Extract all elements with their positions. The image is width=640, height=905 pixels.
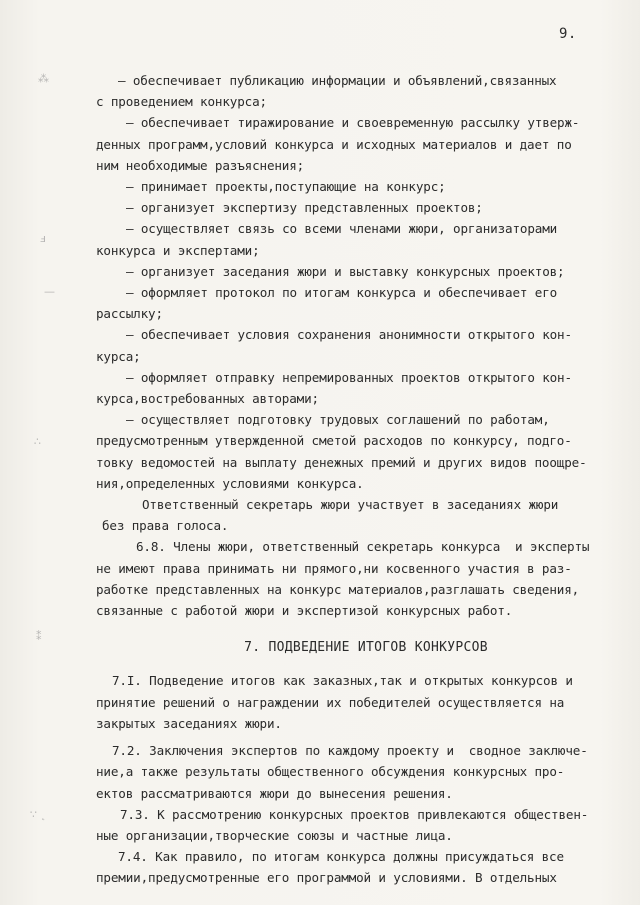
text-line: – оформляет протокол по итогам конкурса и обеспечивает его [126, 285, 558, 301]
text-line: ектов рассматриваются жюри до вынесения решения. [96, 785, 453, 801]
paragraph-return [96, 367, 606, 409]
text-line: не имеют права принимать ни прямого,ни косвенного участия в раз- [96, 560, 572, 576]
text-line: предусмотренным утвержденной сметой расходов по конкурсу, подго- [96, 433, 572, 449]
margin-mark: ∵ ˛ [30, 808, 46, 821]
text-line: связанные с работой жюри и экспертизой конкурсных работ. [96, 603, 513, 619]
text-line: 7.I. Подведение итогов как заказных,так и открытых конкурсов и [112, 673, 573, 689]
paragraph-7-2 [96, 740, 606, 804]
text-line: конкурса и экспертами; [96, 242, 260, 258]
text-line: закрытых заседаниях жюри. [96, 715, 282, 731]
margin-mark: ⁑ [36, 630, 42, 643]
text-line: – обеспечивает условия сохранения анонимности открытого кон- [126, 327, 572, 343]
text-line: ним необходимые разъяснения; [96, 157, 305, 173]
text-line: курса; [96, 348, 141, 364]
document-body [96, 70, 606, 889]
text-line: денных программ,условий конкурса и исходных материалов и дает по [96, 136, 572, 152]
text-line: Ответственный секретарь жюри участвует в заседаниях жюри [142, 497, 559, 513]
text-line: с проведением конкурса; [96, 94, 267, 110]
text-line: 6.8. Члены жюри, ответственный секретарь конкурса и эксперты [136, 539, 590, 555]
paragraph-replicate [96, 112, 606, 176]
text-line: 7.2. Заключения экспертов по каждому проекту и сводное заключе- [112, 743, 588, 759]
text-line: премии,предусмотренные его программой и условиями. В отдельных [96, 870, 557, 886]
text-line: – осуществляет связь со всеми членами жюри, организаторами [126, 221, 558, 237]
text-line: товку ведомостей на выплату денежных премий и других видов поощре- [96, 454, 587, 470]
text-line: ние,а также результаты общественного обсуждения конкурсных про- [96, 764, 565, 780]
list-item-expertise: – организует экспертизу представленных проектов; [126, 200, 483, 216]
text-line: курса,востребованных авторами; [96, 391, 319, 407]
margin-mark: ⅎ [40, 232, 46, 245]
text-line: ния,определенных условиями конкурса. [96, 475, 364, 491]
text-line: без права голоса. [102, 518, 229, 534]
text-line: ные организации,творческие союзы и частные лица. [96, 827, 453, 843]
text-line: работке представленных на конкурс материалов,разглашать сведения, [96, 581, 580, 597]
list-item-accepts: – принимает проекты,поступающие на конкурс; [126, 179, 446, 195]
margin-mark: — [44, 285, 55, 298]
text-line: – осуществляет подготовку трудовых соглашений по работам, [126, 412, 550, 428]
paragraph-liaison [96, 218, 606, 260]
paragraph-contracts [96, 409, 606, 494]
text-line: – обеспечивает публикацию информации и объявлений,связанных [118, 73, 557, 88]
paragraph-publish [96, 70, 606, 112]
list-item-meetings: – организует заседания жюри и выставку конкурсных проектов; [126, 263, 565, 279]
paragraph-anonymity [96, 324, 606, 366]
margin-mark: ⁂ [38, 72, 49, 85]
text-line: – оформляет отправку непремированных проектов открытого кон- [126, 369, 572, 385]
text-line: 7.4. Как правило, по итогам конкурса должны присуждаться все [118, 849, 564, 865]
margin-mark: ∴ [34, 435, 41, 448]
text-line: – обеспечивает тиражирование и своевременную рассылку утверж- [126, 115, 580, 131]
paragraph-7-1 [96, 670, 606, 734]
text-line: рассылку; [96, 306, 163, 322]
paragraph-protocol [96, 282, 606, 324]
text-line: принятие решений о награждении их победителей осуществляется на [96, 694, 565, 710]
paragraph-secretary [96, 494, 606, 536]
text-line: 7.3. К рассмотрению конкурсных проектов привлекаются обществен- [120, 806, 589, 822]
section-heading: 7. ПОДВЕДЕНИЕ ИТОГОВ КОНКУРСОВ [244, 640, 488, 656]
paragraph-7-3 [96, 804, 606, 846]
paragraph-6-8 [96, 536, 606, 621]
paragraph-7-4 [96, 846, 606, 888]
page-number: 9. [559, 26, 577, 42]
